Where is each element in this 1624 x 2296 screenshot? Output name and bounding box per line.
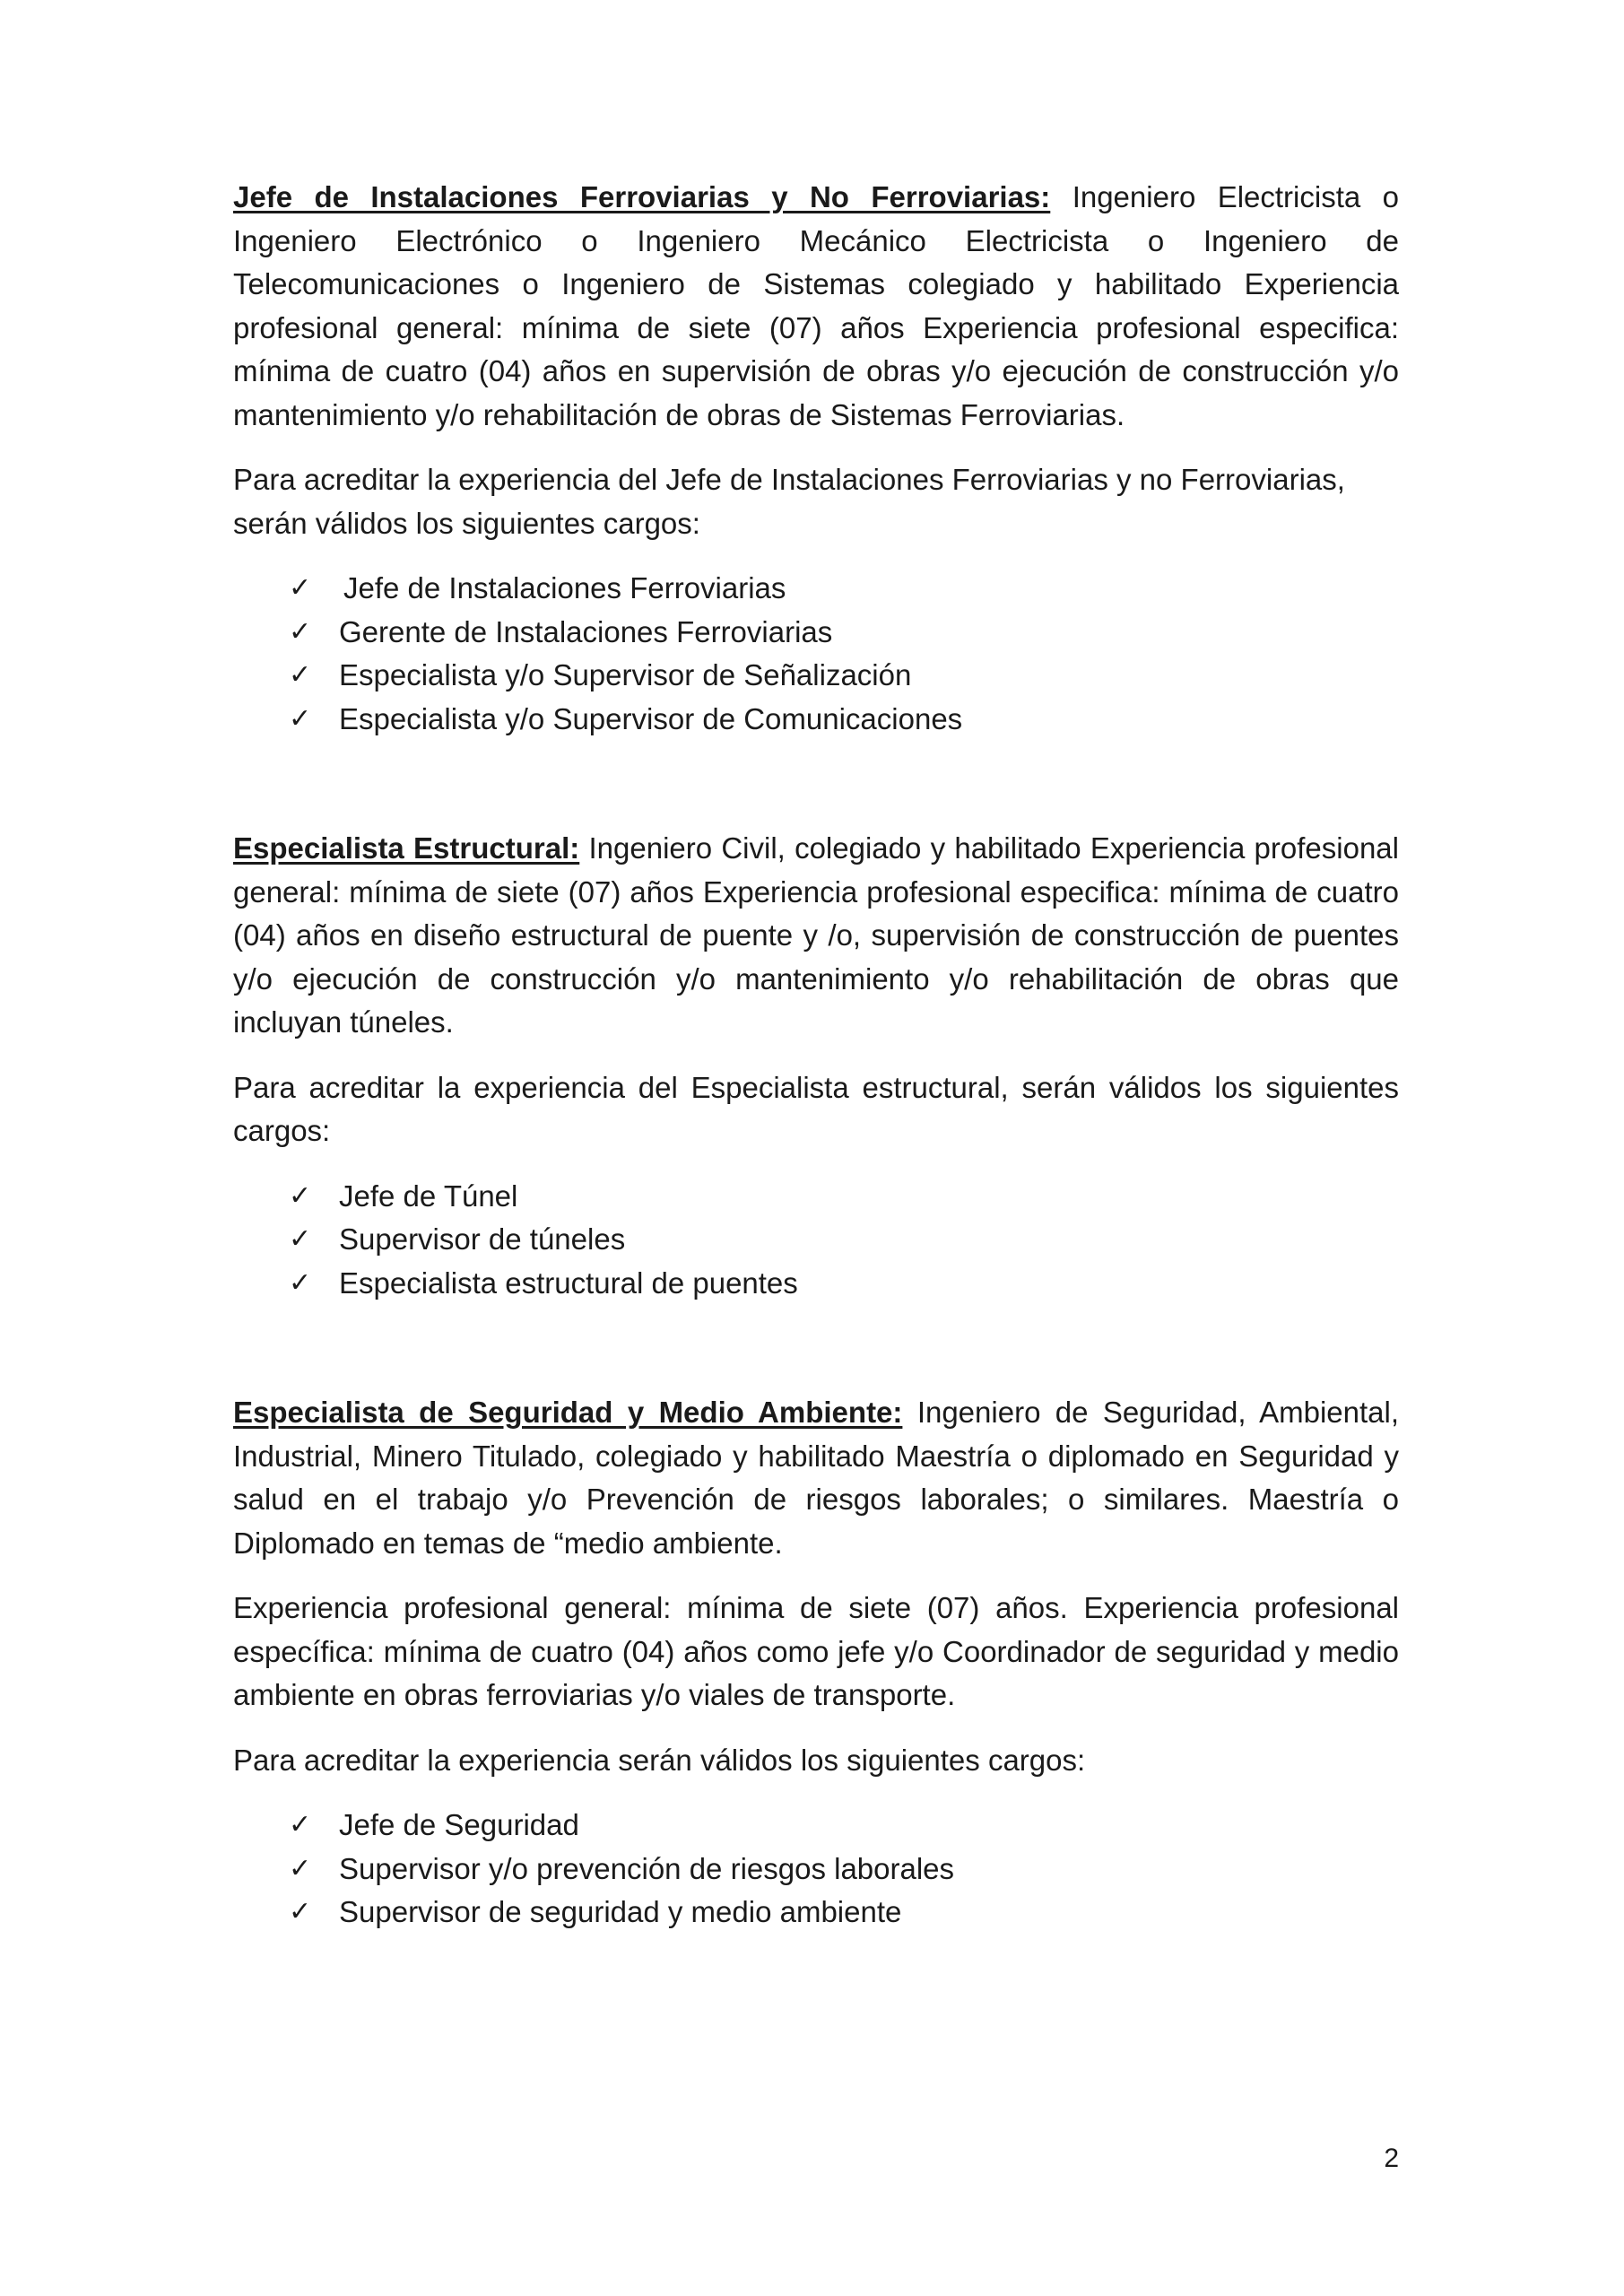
checkmark-icon: ✓ <box>289 1852 312 1884</box>
section-paragraph <box>233 1391 1399 1565</box>
list-item: ✓ Supervisor de túneles <box>289 1218 1399 1262</box>
list-item: ✓ Jefe de Seguridad <box>289 1804 1399 1848</box>
list-item: ✓ Supervisor y/o prevención de riesgos laborales <box>289 1848 1399 1892</box>
page-number: 2 <box>1384 2144 1399 2173</box>
checkmark-icon: ✓ <box>289 572 312 604</box>
cargos-list <box>233 567 1399 741</box>
section-seguridad-medio-ambiente <box>233 1391 1399 1935</box>
checkmark-icon: ✓ <box>289 1223 312 1255</box>
checkmark-icon: ✓ <box>289 1896 312 1927</box>
list-item: ✓ Gerente de Instalaciones Ferroviarias <box>289 611 1399 655</box>
page-content <box>233 176 1399 1935</box>
list-item: ✓ Jefe de Túnel <box>289 1175 1399 1219</box>
checkmark-icon: ✓ <box>289 1179 312 1212</box>
list-item: ✓ Especialista y/o Supervisor de Señalización <box>289 654 1399 698</box>
section-body: Ingeniero Electricista o Ingeniero Electrónico o Ingeniero Mecánico Electricista o Ingeniero de Telecomunicaciones o Ingeniero de Sistemas colegiado y habilitado Experiencia profesional general: mínima de siete (07) años Experiencia profesional especifica: mínima de cuatro (04) años en supervisión de obras y/o ejecución de construcción y/o mantenimiento y/o rehabilitación de obras de Sistemas Ferroviarias. <box>233 180 1399 431</box>
section-especialista-estructural <box>233 827 1399 1305</box>
section-heading: Jefe de Instalaciones Ferroviarias y No Ferroviarias: <box>233 180 1051 213</box>
checkmark-icon: ✓ <box>289 659 312 691</box>
list-item: ✓ Especialista estructural de puentes <box>289 1262 1399 1306</box>
checkmark-icon: ✓ <box>289 1266 312 1299</box>
list-item: ✓ Supervisor de seguridad y medio ambiente <box>289 1891 1399 1935</box>
section-body: Ingeniero Civil, colegiado y habilitado Experiencia profesional general: mínima de siete (07) años Experiencia profesional especifica: mínima de cuatro (04) años en diseño estructural de puente y /o, supervisión de construcción de puentes y/o ejecución de construcción y/o mantenimiento y/o rehabilitación de obras que incluyan túneles. <box>233 831 1399 1039</box>
checkmark-icon: ✓ <box>289 702 312 735</box>
cargos-intro: Para acreditar la experiencia del Jefe de Instalaciones Ferroviarias y no Ferroviarias, serán válidos los siguientes cargos: <box>233 463 1345 540</box>
cargos-list <box>233 1804 1399 1935</box>
section-heading: Especialista Estructural: <box>233 831 580 865</box>
list-item: ✓ Especialista y/o Supervisor de Comunicaciones <box>289 698 1399 742</box>
checkmark-icon: ✓ <box>289 1809 312 1840</box>
cargos-list <box>233 1175 1399 1306</box>
cargos-intro: Para acreditar la experiencia serán válidos los siguientes cargos: <box>233 1743 1086 1777</box>
experience-paragraph: Experiencia profesional general: mínima de siete (07) años. Experiencia profesional específica: mínima de cuatro (04) años como jefe y/o Coordinador de seguridad y medio ambiente en obras ferroviarias y/o viales de transporte. <box>233 1591 1399 1711</box>
section-paragraph <box>233 176 1399 437</box>
section-body: Ingeniero de Seguridad, Ambiental, Industrial, Minero Titulado, colegiado y habilitado Maestría o diplomado en Seguridad y salud en el trabajo y/o Prevención de riesgos laborales; o similares. Maestría o Diplomado en temas de “medio ambiente. <box>233 1396 1400 1560</box>
checkmark-icon: ✓ <box>289 615 312 648</box>
section-heading: Especialista de Seguridad y Medio Ambiente: <box>233 1396 903 1429</box>
section-paragraph <box>233 827 1399 1045</box>
cargos-intro: Para acreditar la experiencia del Especialista estructural, serán válidos los siguientes cargos: <box>233 1070 1399 1147</box>
list-item: ✓ Jefe de Instalaciones Ferroviarias <box>289 567 1399 611</box>
section-jefe-instalaciones <box>233 176 1399 741</box>
